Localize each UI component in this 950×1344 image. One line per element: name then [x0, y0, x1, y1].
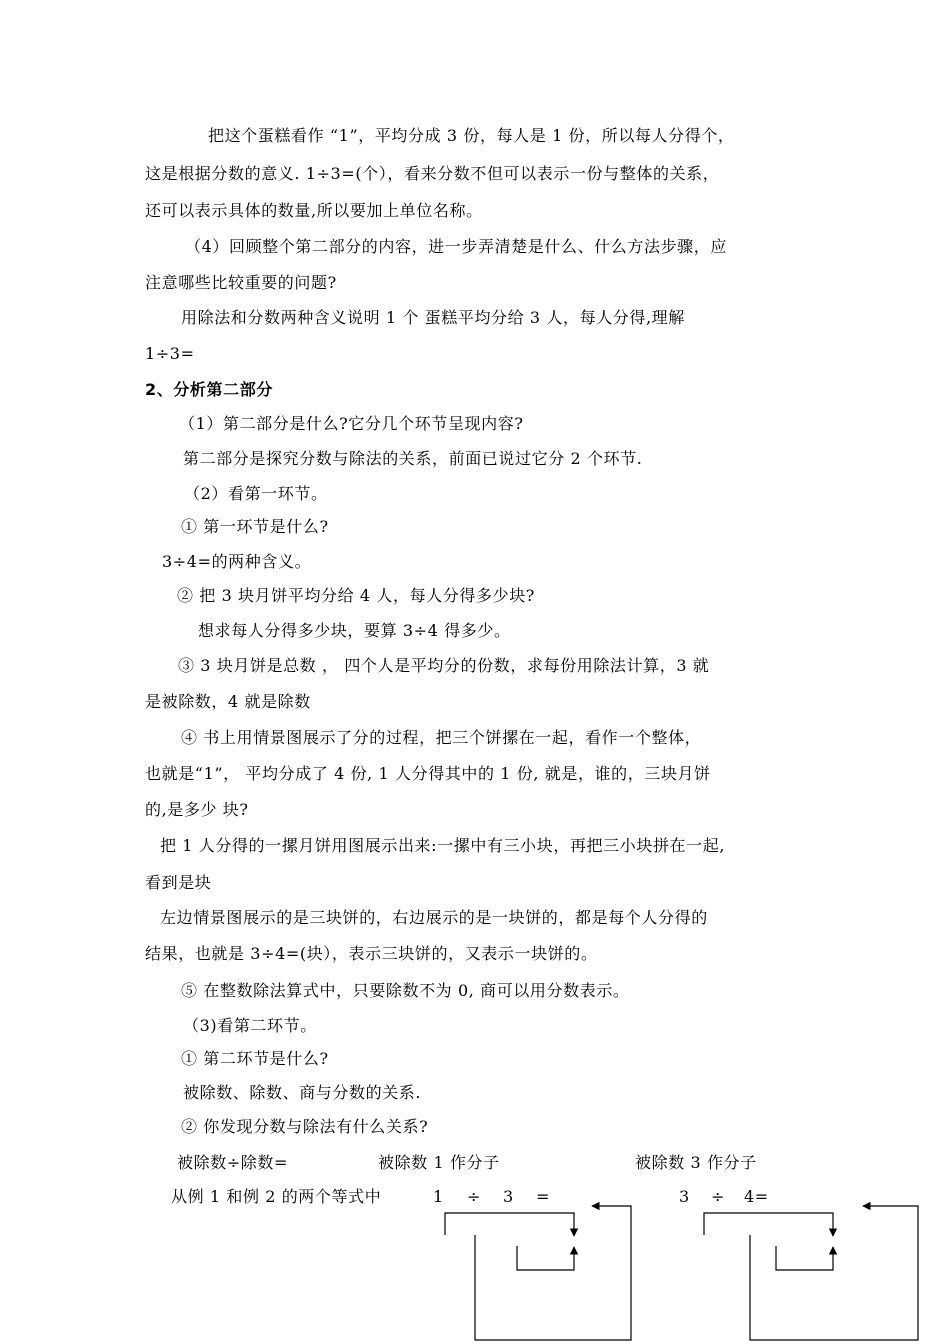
paragraph-line: ④ 书上用情景图展示了分的过程，把三个饼摞在一起，看作一个整体， [181, 728, 702, 747]
paragraph-line: ⑤ 在整数除法算式中，只要除数不为 0, 商可以用分数表示。 [181, 981, 630, 1000]
paragraph-line: ③ 3 块月饼是总数 ， 四个人是平均分的份数，求每份用除法计算，3 就 [178, 656, 710, 675]
eq2-divisor: 4= [744, 1187, 769, 1206]
paragraph-line: 第二部分是探究分数与除法的关系，前面已说过它分 2 个环节. [183, 449, 643, 468]
paragraph-line: 结果，也就是 3÷4=(块），表示三块饼的，又表示一块饼的。 [145, 944, 598, 963]
formula-middle-label: 被除数 1 作分子 [378, 1153, 500, 1172]
paragraph-line: 用除法和分数两种含义说明 1 个 蛋糕平均分给 3 人，每人分得,理解 [181, 308, 685, 327]
arrow-divisor-to-denominator [517, 1246, 574, 1270]
formula-right-label: 被除数 3 作分子 [635, 1153, 757, 1172]
paragraph-line: 这是根据分数的意义. 1÷3=(个），看来分数不但可以表示一份与整体的关系， [145, 164, 720, 183]
paragraph-line: （4）回顾整个第二部分的内容，进一步弄清楚是什么、什么方法步骤，应 [185, 237, 727, 256]
paragraph-line: （3)看第二环节。 [183, 1016, 317, 1035]
eq2-operator: ÷ [711, 1187, 726, 1206]
eq2-dividend: 3 [679, 1187, 690, 1206]
paragraph-line: 还可以表示具体的数量,所以要加上单位名称。 [145, 201, 483, 220]
eq1-operator: ÷ [467, 1187, 482, 1206]
eq1-equals: = [536, 1187, 551, 1206]
paragraph-line: （1）第二部分是什么?它分几个环节呈现内容? [179, 414, 524, 433]
eq1-divisor: 3 [503, 1187, 514, 1206]
paragraph-line: 的,是多少 块? [145, 800, 249, 819]
formula-left-expression: 被除数÷除数= [177, 1153, 289, 1172]
paragraph-line: 左边情景图展示的是三块饼的，右边展示的是一块饼的，都是每个人分得的 [160, 908, 708, 927]
paragraph-line: 想求每人分得多少块，要算 3÷4 得多少。 [198, 621, 511, 640]
paragraph-line: ② 你发现分数与除法有什么关系? [181, 1117, 429, 1136]
arrow-outer-loop-2 [750, 1206, 918, 1340]
arrow-dividend-to-numerator [445, 1213, 574, 1236]
example-prefix: 从例 1 和例 2 的两个等式中 [171, 1187, 382, 1206]
paragraph-line: 是被除数，4 就是除数 [145, 692, 311, 711]
eq1-dividend: 1 [433, 1187, 444, 1206]
paragraph-line: ① 第二环节是什么? [181, 1049, 329, 1068]
paragraph-line: 把 1 人分得的一摞月饼用图展示出来:一摞中有三小块，再把三小块拼在一起, [160, 836, 726, 855]
paragraph-line: 3÷4=的两种含义。 [162, 552, 312, 571]
paragraph-line: 看到是块 [145, 873, 212, 892]
section-heading: 2、分析第二部分 [145, 380, 273, 399]
paragraph-line: （2）看第一环节。 [184, 484, 328, 503]
paragraph-line: 也就是“1”， 平均分成了 4 份, 1 人分得其中的 1 份, 就是，谁的，三块月饼 [145, 764, 711, 783]
paragraph-line: 被除数、除数、商与分数的关系. [183, 1083, 422, 1102]
arrow-outer-loop [475, 1206, 631, 1340]
arrow-group-left [445, 1206, 631, 1340]
paragraph-line: 1÷3= [145, 344, 195, 363]
paragraph-line: 把这个蛋糕看作 “1”，平均分成 3 份，每人是 1 份，所以每人分得个， [208, 126, 735, 145]
arrow-divisor-to-denominator-2 [776, 1246, 833, 1270]
paragraph-line: ① 第一环节是什么? [181, 517, 329, 536]
arrow-dividend-to-numerator-2 [704, 1213, 833, 1236]
paragraph-line: 注意哪些比较重要的问题? [145, 273, 337, 292]
arrow-group-right [704, 1206, 918, 1340]
paragraph-line: ② 把 3 块月饼平均分给 4 人，每人分得多少块? [177, 586, 535, 605]
